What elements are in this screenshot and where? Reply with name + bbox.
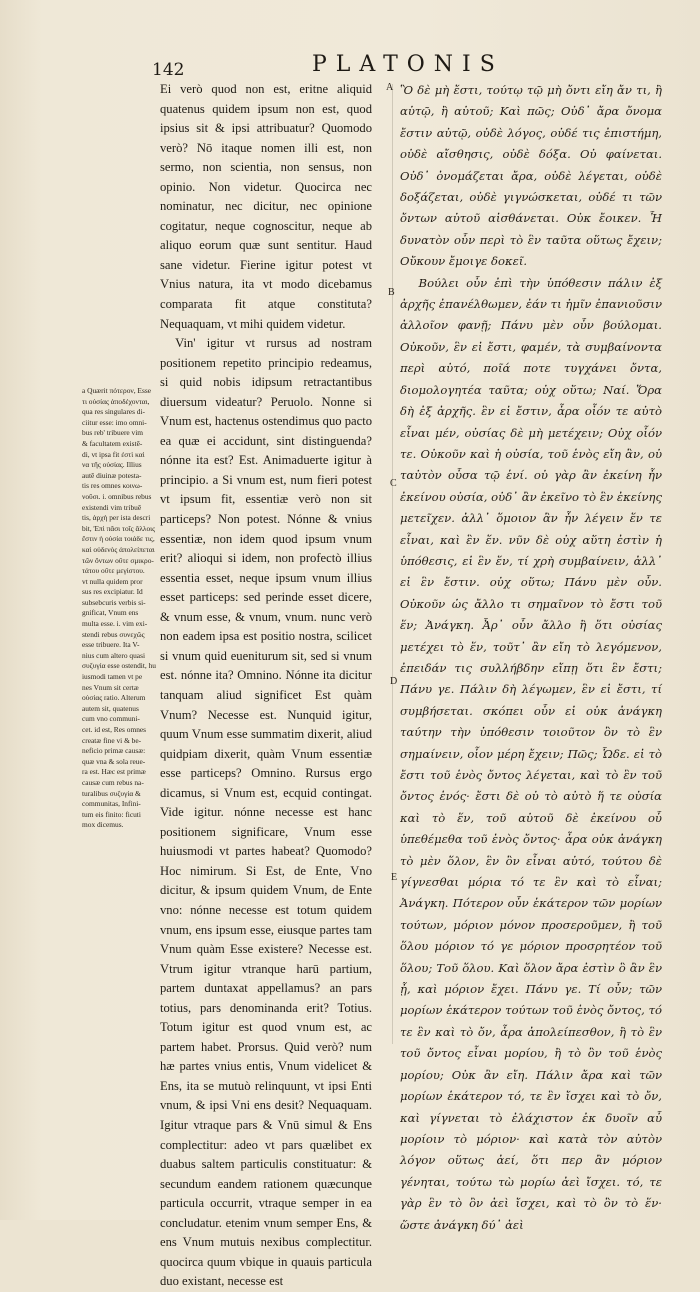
page-number: 142 [152,60,185,80]
margin-line: qua res singulares di- [82,407,146,417]
margin-line: causæ cum rebus na- [82,777,144,787]
margin-line: multa esse. i. vim exi- [82,619,148,629]
running-head: PLATONIS [312,52,504,77]
greek-paragraph: Ὃ δὲ μὴ ἔστι, τούτῳ τῷ μὴ ὄντι εἴη ἄν τι, ἢ αὐτῷ, ἢ αὐτοῦ; Καὶ πῶς; Οὐδ᾽ ἄρα ὄνομα ἔστιν αὐτῷ, οὐδὲ λόγος, οὐδέ τις ἐπιστήμη, οὐδὲ αἴσθησις, οὐδὲ δόξα. Οὐ φαίνεται. Οὐδ᾽ ὀνομάζεται ἄρα, οὐδὲ λέγεται, οὐδὲ δοξάζεται, οὐδὲ γιγνώσκεται, οὐδέ τι τῶν ὄντων αὐτοῦ αἰσθάνεται. Οὐκ ἔοικεν. Ἦ δυνατὸν οὖν περὶ τὸ ἓν ταῦτα οὕτως ἔχειν; Οὔκουν ἔμοιγε δοκεῖ. [400,83,662,269]
margin-line: νοῦσι. i. omnibus rebus [82,491,152,501]
margin-line: τι οὐσίας ἀποδέχονται, [82,396,150,406]
margin-line: nes Vnum sit certæ [82,682,139,692]
margin-line: cum vno communi- [82,714,140,724]
margin-line: & facultatem existē- [82,438,143,448]
margin-line: vt nulla quidem pror [82,576,143,586]
margin-line: stendi rebus συνεχῶς [82,629,145,639]
margin-line: subsebcuris verbis si- [82,597,146,607]
greek-text-column [400,80,662,1236]
section-letter-d: D [390,676,398,687]
section-letter-c: C [390,478,397,489]
margin-line: τῶν ὄντων οὔτε σμικρο- [82,555,154,565]
margin-line: mox dicemus. [82,820,124,830]
margin-line: autem sit, quatenus [82,703,139,713]
margin-line: autē diuinæ potesta- [82,470,142,480]
margin-line: tis res omnes κοινω- [82,481,143,491]
latin-translation-column [160,80,372,1292]
margin-line: gnificat, Vnum ens [82,608,139,618]
section-letter-b: B [388,287,395,298]
margin-line: communitas, Infini- [82,799,141,809]
margin-line: creatæ fine vi & be- [82,735,142,745]
margin-line: να τῆς οὐσίας. Illius [82,460,142,470]
margin-line: iusmodi tamen vt pe [82,672,143,682]
greek-paragraph: Βούλει οὖν ἐπὶ τὴν ὑπόθεσιν πάλιν ἐξ ἀρχῆς ἐπανέλθωμεν, ἐάν τι ἡμῖν ἐπανιοῦσιν ἀλλοῖον φανῇ; Πάνυ μὲν οὖν βούλομαι. Οὐκοῦν, ἓν εἰ ἔστι, φαμέν, τὰ συμβαίνοντα περὶ αὐτό, ποῖά ποτε τυγχάνει ὄντα, διομολογητέα ταῦτα; οὐχ οὕτω; Ναί. Ὅρα δὴ ἐξ ἀρχῆς. ἓν εἰ ἔστιν, ἆρα οἷόν τε αὐτὸ εἶναι μέν, οὐσίας δὲ μὴ μετέχειν; Οὐχ οἷόν τε. Οὐκοῦν καὶ ἡ οὐσία, τοῦ ἑνὸς εἴη ἂν, οὐ ταὐτὸν οὖσα τῷ ἑνί. οὐ γὰρ ἂν ἐκείνη ἦν ἐκείνου οὐσία, οὐδ᾽ ἂν ἐκεῖνο τὸ ἓν ἐκείνης μετεῖχεν. ἀλλ᾽ ὅμοιον ἂν ἦν λέγειν ἕν τε εἶναι, καὶ ἓν ἕν. νῦν δὲ οὐχ αὕτη ἐστὶν ἡ ὑπόθεσις, εἰ ἓν ἕν, τί χρὴ συμβαίνειν, ἀλλ᾽ εἰ ἓν ἔστιν. οὐχ οὕτω; Πάνυ μὲν οὖν. Οὐκοῦν ὡς ἄλλο τι σημαῖνον τὸ ἔστι τοῦ ἕν; Ἀνάγκη. Ἆρ᾽ οὖν ἄλλο ἢ ὅτι οὐσίας μετέχει τὸ ἕν, τοῦτ᾽ ἂν εἴη τὸ λεγόμενον, ἐπειδάν τις συλλήβδην εἴπῃ ὅτι ἓν ἔστι; Πάνυ γε. Πάλιν δὴ λέγωμεν, ἓν εἰ ἔστι, τί συμβήσεται. σκόπει οὖν εἰ οὐκ ἀνάγκη ταύτην τὴν ὑπόθεσιν τοιοῦτον ὂν τὸ ἓν σημαίνειν, οἷον μέρη ἔχειν; Πῶς; Ὧδε. εἰ τὸ ἔστι τοῦ ἑνὸς ὄντος λέγεται, καὶ τὸ ἓν τοῦ ὄντος ἑνός· ἔστι δὲ οὐ τὸ αὐτὸ ἥ τε οὐσία καὶ τὸ ἕν, τοῦ αὐτοῦ δὲ ἐκείνου οὗ ὑπεθέμεθα τοῦ ἑνὸς ὄντος· ἆρα οὐκ ἀνάγκη τὸ μὲν ὅλον, ἓν ὂν εἶναι αὐτό, τούτου δὲ γίγνεσθαι μόρια τό τε ἓν καὶ τὸ εἶναι; Ἀνάγκη. Πότερον οὖν ἑκάτερον τῶν μορίων τούτων, μόριον μόνον προσεροῦμεν, ἢ τοῦ ὅλου μόριον τό γε μόριον προσρητέον τοῦ ὅλου; Τοῦ ὅλου. Καὶ ὅλον ἄρα ἐστὶν ὃ ἂν ἓν ᾖ, καὶ μόριον ἔχει. Πάνυ γε. Τί οὖν; τῶν μορίων ἑκάτερον τούτων τοῦ ἑνὸς ὄντος, τό τε ἓν καὶ τὸ ὄν, ἆρα ἀπολείπεσθον, ἢ τὸ ἓν τοῦ ὄντος εἶναι μορίου, ἢ τὸ ὂν τοῦ ἑνὸς μορίου; Οὐκ ἂν εἴη. Πάλιν ἄρα καὶ τῶν μορίων ἑκάτερον τό, τε ἓν ἴσχει καὶ τὸ ὄν, καὶ γίγνεται τὸ ἐλάχιστον ἐκ δυοῖν αὖ μορίοιν τὸ μόριον· καὶ κατὰ τὸν αὐτὸν λόγον οὕτως ἀεί, ὅτι περ ἂν μόριον γένηται, τούτω τὼ μορίω ἀεὶ ἴσχει. τό, τε γὰρ ἓν τὸ ὂν ἀεὶ ἴσχει, καὶ τὸ ὂν τὸ ἕν· ὥστε ἀνάγκη δύ᾽ ἀεὶ [400,275,662,1232]
margin-line: καὶ οὐδενὸς ἀπολείπεται [82,544,155,554]
margin-line: a Quærit πότερον, Esse [82,386,151,395]
section-letter-a: A [386,82,394,93]
margin-annotation [82,386,158,831]
margin-line: nius cum altero quasi [82,650,146,660]
latin-paragraph: Ei verò quod non est, eritne aliquid quatenus quidem ipsum non est, quod ipsius sit & ipsi attribuatur? Quomodo verò? Nō itaque nomen illi est, non sermo, non scientia, non sensus, non opinio. Non videtur. Quocirca nec nominatur, nec dicitur, nec opinione cogitatur, neque cognoscitur, neque ab aliquo eorum quæ sunt sentitur. Haud sane videtur. Fierine igitur potest vt Vnius natura, ita vt modo dicebamus comparata fit atque constituta? Nequaquam, vt mihi quidem videtur. [160,82,372,331]
margin-line: τάτου οὔτε μεγίστου. [82,566,145,576]
margin-line: οὐσίας ratio. Alterum [82,693,146,703]
margin-line: quæ vna & sola reue- [82,756,146,766]
margin-line: bit, Ἐπὶ πᾶσι τοῖς ἄλλοις [82,523,156,533]
margin-line: di, vt ipsa fit ἐστὶ καὶ [82,449,145,459]
column-divider [392,84,393,1044]
margin-line: ciitur esse: imo omni- [82,417,147,427]
margin-line: existendi vim tribuē [82,502,142,512]
margin-line: tis, ἀρχὴ per ista descri [82,513,151,523]
margin-line: ra est. Hæc est primæ [82,767,146,777]
margin-line: ἔστιν ἡ οὐσία τοιάδε τις, [82,534,155,544]
margin-line: neficio primæ causæ: [82,746,146,756]
margin-line: συζυγία esse ostendit, hu [82,661,156,671]
margin-line: turalibus συζυγία & [82,788,141,798]
margin-line: tum eis finito: ficuti [82,809,141,819]
margin-line: sus res excipiatur. Id [82,587,143,597]
margin-line: bus reb' tribuere vim [82,428,144,438]
section-letter-e: E [391,872,398,883]
margin-line: esse tribuere. Ita V- [82,640,140,650]
margin-line: cet. id est, Res omnes [82,725,147,734]
latin-paragraph: Vin' igitur vt rursus ad nostram positionem repetito principio redeamus, si quid nobis idipsum retractantibus diuersum videatur? Peruolo. Nonne si Vnum est, hactenus ostendimus quo pacto ea quæ ei accidunt, sint distinguenda? nónne ita est? Est. Animaduerte igitur à principio. a Si vnum est, num fieri potest vt ipsum fit, essentiæ verò non sit particeps? Non potest. Nónne & vnius essentiæ, non idem quod ipsum vnum erit? alioqui si idem, non profectò illius essentia esset, neque ipsum vnum illius esset particeps: sed perinde esset dicere, & vnum esse, & vnum, vnum. nunc verò non eadem ipsa est positio nostra, scilicet si vnum quid eueniturum sit, sed si vnum est. nónne ita? Omnino. Nónne ita dicitur tanquam aliud significet Est quàm Vnum? Necesse est. Nunquid igitur, quum Vnum esse summatim dixerit, aliud quidpiam dixerit, quàm Vnum essentiæ esse particeps? Omnino. Rursus ergo dicamus, si Vnum est, ecquid contingat. Vide igitur. nónne necesse est hanc positionem significare, Vnum esse huiusmodi vt partes habeat? Quomodo? Hoc nimirum. Si Est, de Ente, Vno dicitur, & ipsum quidem Vnum, de Ente vno: nónne necesse est totum quidem vnum, ens ipsum esse, eiusque partes tam Vnum quàm Esse existere? Necesse est. Vtrum igitur vtranque harū partium, partem duntaxat appellamus? an pars totius, pars denominanda erit? Totius. Totum igitur est quod vnum est, ac partem habet. Prorsus. Quid verò? num hæ partes vnius entis, Vnum videlicet & Ens, ita se mutuò relinquunt, vt ipsi Enti vnum, & ipsi Vni ens desit? Nequaquam. Igitur vtraque pars & Vnū simul & Ens complectitur: adeo vt pars quælibet ex duabus saltem particulis constituatur: & secundum eandem rationem quæcunque particula occurrit, vtraque semper in ea concludatur. etenim vnum semper Ens, & ens Vnum mutuis nexibus complectitur. quocirca quum vbique in quauis particula duo existant, necesse est [160,336,372,1289]
